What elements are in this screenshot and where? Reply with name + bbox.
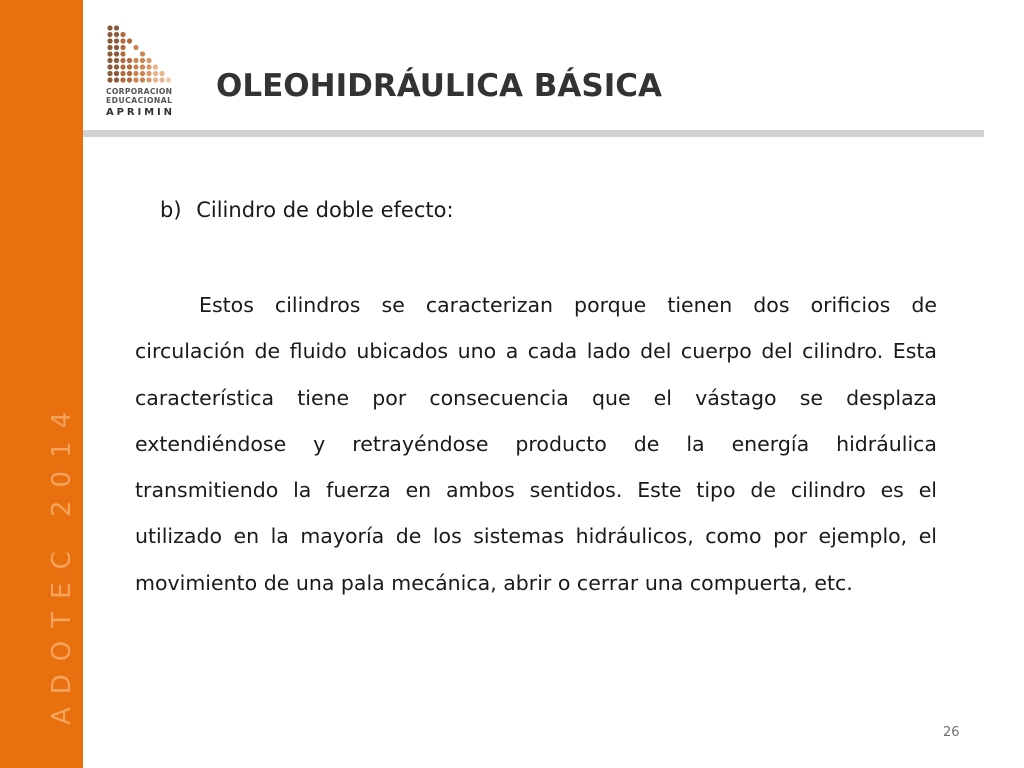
- logo-dot: [127, 71, 132, 76]
- logo-dot: [153, 77, 158, 82]
- logo-dot: [133, 71, 138, 76]
- logo-dot: [107, 51, 112, 56]
- logo-dot: [114, 25, 119, 30]
- logo-dot: [114, 71, 119, 76]
- logo-dot: [159, 77, 164, 82]
- logo-dot: [140, 51, 145, 56]
- logo-dot: [140, 71, 145, 76]
- logo-dot: [133, 58, 138, 63]
- logo-dot: [153, 64, 158, 69]
- logo-dot: [114, 58, 119, 63]
- page-title: OLEOHIDRÁULICA BÁSICA: [216, 68, 662, 104]
- logo-dot: [146, 58, 151, 63]
- sidebar-vertical-text: ADOTEC 2014: [47, 398, 77, 725]
- subheading: [160, 198, 454, 222]
- logo-dot: [146, 64, 151, 69]
- logo-line3: APRIMIN: [106, 107, 172, 118]
- logo-dot: [120, 77, 125, 82]
- logo-dot: [133, 45, 138, 50]
- logo-dot: [120, 32, 125, 37]
- logo-dot: [114, 38, 119, 43]
- logo-dot: [114, 77, 119, 82]
- logo-dot: [133, 77, 138, 82]
- logo-dot-pattern: [107, 25, 171, 82]
- logo-dot: [107, 25, 112, 30]
- logo-dot: [120, 38, 125, 43]
- logo-line2: EDUCACIONAL: [106, 96, 172, 105]
- logo-dot: [133, 64, 138, 69]
- logo: [104, 24, 176, 120]
- logo-dot: [120, 71, 125, 76]
- logo-dot: [120, 64, 125, 69]
- logo-dot: [107, 71, 112, 76]
- logo-dot: [153, 71, 158, 76]
- logo-dot: [140, 58, 145, 63]
- logo-dot: [107, 38, 112, 43]
- subheading-marker: b): [160, 198, 182, 222]
- sidebar: [0, 0, 83, 768]
- logo-dot: [127, 58, 132, 63]
- logo-dot: [107, 32, 112, 37]
- logo-dot: [146, 77, 151, 82]
- logo-line1: CORPORACION: [106, 87, 172, 96]
- logo-dot: [114, 51, 119, 56]
- body-paragraph: Estos cilindros se caracterizan porque tienen dos orificios de circulación de fluido ubicados uno a cada lado del cuerpo del cilindro. Esta característica tiene por consecuencia que el vástago se desplaza extendiéndose y retrayéndose producto de la energía hidráulica transmitiendo la fuerza en ambos sentidos. Este tipo de cilindro es el utilizado en la mayoría de los sistemas hidráulicos, como por ejemplo, el movimiento de una pala mecánica, abrir o cerrar una compuerta, etc.: [135, 293, 937, 595]
- logo-dot: [107, 64, 112, 69]
- logo-dot: [120, 58, 125, 63]
- logo-dot: [140, 64, 145, 69]
- logo-dot: [127, 64, 132, 69]
- page-number: 26: [943, 725, 960, 740]
- logo-dot: [120, 45, 125, 50]
- title-divider: [83, 130, 984, 137]
- logo-dot: [107, 58, 112, 63]
- logo-dot: [114, 64, 119, 69]
- logo-dot: [114, 32, 119, 37]
- logo-dot: [166, 77, 171, 82]
- subheading-text: Cilindro de doble efecto:: [196, 198, 454, 222]
- logo-dot: [107, 45, 112, 50]
- logo-dot: [114, 45, 119, 50]
- logo-dot: [107, 77, 112, 82]
- logo-dot: [146, 71, 151, 76]
- logo-dot: [127, 38, 132, 43]
- logo-dot: [120, 51, 125, 56]
- logo-dot: [127, 77, 132, 82]
- logo-dot: [140, 77, 145, 82]
- logo-dot: [159, 71, 164, 76]
